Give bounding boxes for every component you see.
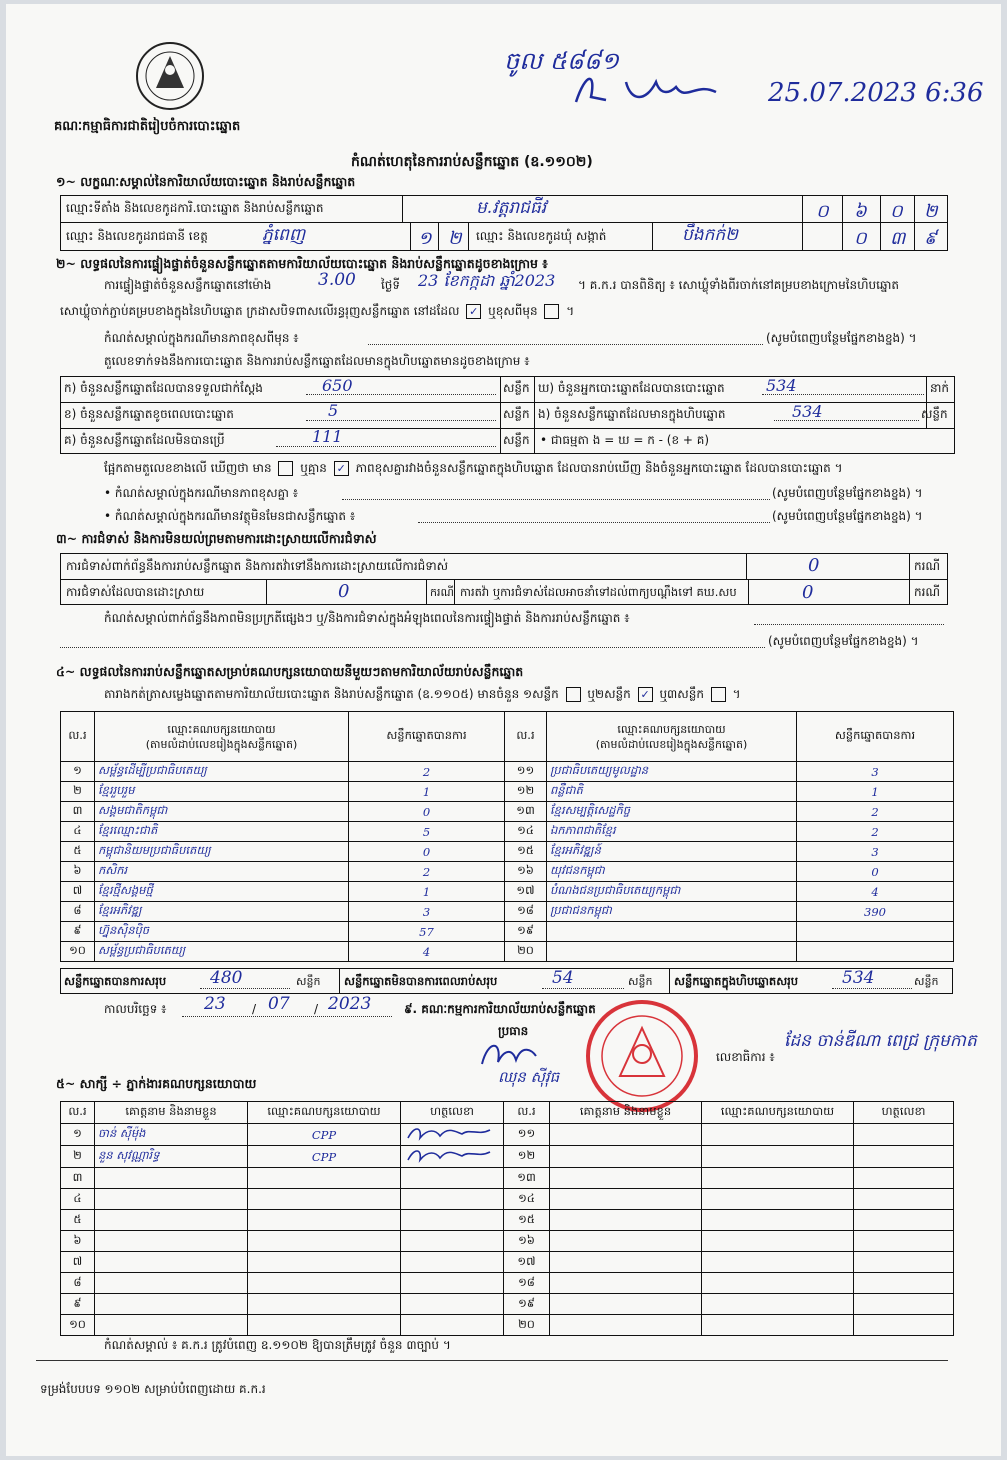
- table-row: [61, 842, 954, 862]
- date-year: 2023: [328, 994, 372, 1014]
- witness-name: [550, 1210, 702, 1231]
- witness-row: [61, 1252, 954, 1273]
- party-name: ខ្មែរអភិវឌ្ឍន៍: [547, 842, 797, 862]
- party-name: បំណងជនប្រជាធិបតេយ្យកម្ពុជា: [547, 882, 797, 902]
- witness-name: [95, 1252, 248, 1273]
- w-col-name-right: គោត្តនាម និងនាមខ្លួន: [550, 1102, 702, 1124]
- row-no: ៦: [61, 862, 95, 882]
- vote-count: 1: [349, 782, 505, 802]
- total-invalid-unit: សន្លឹក: [628, 975, 653, 988]
- witness-party: [248, 1273, 401, 1294]
- col-votes-left: សន្លឹកឆ្នោតបានការ: [349, 712, 505, 762]
- location-code-1: ០: [816, 201, 829, 222]
- total-box-value: 534: [842, 968, 875, 988]
- fig-e-label: ង) ចំនួនសន្លឹកឆ្នោតដែលមានក្នុងហិបឆ្នោត: [538, 407, 726, 421]
- row-no: ១៣: [505, 802, 547, 822]
- check-line2-end: ។: [566, 304, 575, 318]
- witness-row: [61, 1294, 954, 1315]
- location-code-2: ៦: [854, 201, 867, 222]
- witness-signature: [854, 1273, 954, 1294]
- witness-signature: [854, 1315, 954, 1336]
- row-no: ១៩: [504, 1294, 550, 1315]
- witness-party: [702, 1168, 854, 1189]
- row-no: ៣: [61, 1168, 95, 1189]
- official-seal-icon: [584, 998, 700, 1114]
- figures-intro: តួលេខទាក់ទងនឹងការបោះឆ្នោត និងការរាប់សន្លឹកឆ្នោតដែលមានក្នុងហិបឆ្នោតមានដូចខាងក្រោម ៖: [104, 354, 530, 368]
- col-votes-right: សន្លឹកឆ្នោតបានការ: [797, 712, 954, 762]
- check-line2-b: ឬខុសពីមុន: [488, 304, 538, 318]
- resolved-value: 0: [338, 581, 350, 602]
- party-name: ខ្មែររួបរួម: [95, 782, 349, 802]
- party-name: សម្ព័ន្ធប្រជាធិបតេយ្យ: [95, 942, 349, 962]
- row-no: ១៨: [505, 902, 547, 922]
- commune-label: ឈ្មោះ និងលេខកូដឃុំ សង្កាត់: [476, 229, 607, 243]
- witness-party: [702, 1315, 854, 1336]
- row-no: ៧: [61, 1252, 95, 1273]
- resolved-unit: ករណី: [430, 586, 454, 599]
- witness-signature: [401, 1124, 504, 1146]
- witness-row: [61, 1189, 954, 1210]
- complaint-unit: ករណី: [914, 585, 941, 599]
- row-no: ១៩: [505, 922, 547, 942]
- check-line2: សោឃ្លុំចាក់ភ្ជាប់គម្របខាងក្នុងនៃហិបឆ្នោត ក្រដាសបិទពាសលើរន្ធរុញសន្លឹកឆ្នោត នៅដដែល: [60, 304, 460, 318]
- row-no: ៨: [61, 1273, 95, 1294]
- row-no: ៤: [61, 822, 95, 842]
- fig-e-value: 534: [792, 402, 823, 421]
- w-col-no-right: ល.រ: [504, 1102, 550, 1124]
- fig-d-unit: នាក់: [930, 381, 950, 395]
- objection-label: ការជំទាស់ពាក់ព័ន្ធនឹងការរាប់សន្លឹកឆ្នោត និងការតវ៉ាទៅនឹងការដោះស្រាយលើការជំទាស់: [66, 559, 449, 573]
- witness-signature: [401, 1210, 504, 1231]
- row-no: ១២: [505, 782, 547, 802]
- witness-party: [248, 1252, 401, 1273]
- party-name: កម្ពុជានិយមប្រជាធិបតេយ្យ: [95, 842, 349, 862]
- fig-b-value: 5: [328, 401, 339, 420]
- fig-c-value: 111: [312, 427, 343, 446]
- witness-row: [61, 1146, 954, 1168]
- tally-line-c: ឬ៣សន្លឹក: [659, 687, 704, 701]
- witness-party: [702, 1124, 854, 1146]
- diff-line-c: ភាពខុសគ្នារវាងចំនួនសន្លឹកឆ្នោតក្នុងហិបឆ្នោត ដែលបានរាប់ឃើញ និងចំនួនអ្នកបោះឆ្នោត ដែលបានបោះឆ្នោត ។: [355, 461, 843, 475]
- party-name: ខ្មែរថ្មីសង្គមថ្មី: [95, 882, 349, 902]
- handwritten-note: ចូល ៥៨៨១: [504, 47, 619, 75]
- two-sheet-checkbox[interactable]: ✓: [638, 687, 653, 702]
- date-month: 07: [268, 994, 290, 1014]
- witness-signature: [854, 1294, 954, 1315]
- total-valid-unit: សន្លឹក: [296, 975, 321, 988]
- witness-name: [95, 1315, 248, 1336]
- fill-more-3: (សូមបំពេញបន្ថែមផ្នែកខាងខ្នង) ។: [772, 509, 923, 523]
- vote-count: 2: [797, 822, 954, 842]
- witness-signature: [401, 1252, 504, 1273]
- vote-count: 57: [349, 922, 505, 942]
- vote-count: 4: [797, 882, 954, 902]
- witness-row: [61, 1168, 954, 1189]
- witness-signature: [401, 1189, 504, 1210]
- row-no: ៩: [61, 1294, 95, 1315]
- witness-signature: [854, 1189, 954, 1210]
- witness-name: [550, 1124, 702, 1146]
- witness-name: [550, 1315, 702, 1336]
- commune-code-3: ៩: [924, 228, 937, 249]
- witness-name: [95, 1273, 248, 1294]
- fig-a-label: ក) ចំនួនសន្លឹកឆ្នោតដែលបានទទួលជាក់ស្តែង: [64, 381, 263, 395]
- handwritten-signature-top: [566, 62, 726, 112]
- tally-line-end: ។: [732, 687, 741, 701]
- table-row: [61, 862, 954, 882]
- fig-b-unit: សន្លឹក: [503, 407, 530, 421]
- total-valid-label: សន្លឹកឆ្នោតបានការសរុប: [64, 974, 167, 988]
- row-no: ១: [61, 762, 95, 782]
- three-sheet-checkbox[interactable]: [711, 687, 726, 702]
- col-party-right: ឈ្មោះគណបក្សនយោបាយ (តាមលំដាប់លេខរៀងក្នុងសន្លឹកឆ្នោត): [547, 712, 797, 762]
- row-no: ៥: [61, 1210, 95, 1231]
- witness-name: ចាន់ ស៊ីម៉ុង: [95, 1124, 248, 1146]
- handwritten-datetime: 25.07.2023 6:36: [768, 78, 984, 108]
- check-time: 3.00: [318, 270, 356, 290]
- row-no: ១២: [504, 1146, 550, 1168]
- row-no: ១៥: [505, 842, 547, 862]
- row-no: ៩: [61, 922, 95, 942]
- witness-name: [95, 1210, 248, 1231]
- party-name: ប្រជាធិបតេយ្យមូលដ្ឋាន: [547, 762, 797, 782]
- party-name: ខ្មែរអភិវឌ្ឍ: [95, 902, 349, 922]
- changed-checkbox[interactable]: [544, 304, 559, 319]
- party-name: [547, 942, 797, 962]
- fill-more-4: (សូមបំពេញបន្ថែមផ្នែកខាងខ្នង) ។: [768, 634, 919, 648]
- witness-party: [702, 1146, 854, 1168]
- witness-party: [702, 1210, 854, 1231]
- witness-signature: [401, 1315, 504, 1336]
- witness-name: [550, 1231, 702, 1252]
- total-box-unit: សន្លឹក: [914, 975, 939, 988]
- form-sheet: គណៈកម្មាធិការជាតិរៀបចំការបោះឆ្នោត ចូល ៥៨៨១ 25.07.2023 6:36 កំណត់ហេតុនៃការរាប់សន្លឹកឆ្នោត (ឧ.១១០២) ១~ លក្ខណៈសម្គាល់នៃការិយាល័យបោះឆ្នោត និងរាប់សន្លឹកឆ្នោត ឈ្មោះទីតាំង និងលេខកូដការិ.បោះឆ្នោត និងរាប់សន្លឹកឆ្នោត ម.វត្តរាជធីវ ឈ្មោះ និងលេខកូដរាជធានី ខេត្ត ភ្នំពេញ ១ ២ ឈ្មោះ និងលេខកូដឃុំ សង្កាត់ បឹងកក់២ ០ ៦ ០ ២ ០ ៣ ៩ ២~ លទ្ធផលនៃការផ្ទៀងផ្ទាត់ចំនួនសន្លឹកឆ្នោតតាមការិយាល័យបោះឆ្នោត និងរាប់សន្លឹកឆ្នោតដូចខាងក្រោម ៖ ការផ្ទៀងផ្ទាត់ចំនួនសន្លឹកឆ្នោតនៅម៉ោង 3.00 ថ្ងៃទី 23 ខែកក្កដា ឆ្នាំ2023 ។ គ.ក.រ បានពិនិត្យ ៖ សោឃ្លុំទាំងពីរចាក់នៅគម្របខាងក្រោមនៃហិបឆ្នោត សោឃ្លុំចាក់ភ្ជាប់គម្របខាងក្នុងនៃហិបឆ្នោត ក្រដាសបិទពាសលើរន្ធរុញសន្លឹកឆ្នោត នៅដដែល ✓ ឬខុសពីមុន ។ កំណត់សម្គាល់ក្នុងករណីមានភាពខុសពីមុន ៖ (សូមបំពេញបន្ថែមផ្នែកខាងខ្នង) ។ តួលេខទាក់ទងនឹងការបោះឆ្នោត និងការរាប់សន្លឹកឆ្នោតដែលមានក្នុងហិបឆ្នោតមានដូចខាងក្រោម ៖ ក) ចំនួនសន្លឹកឆ្នោតដែលបានទទួលជាក់ស្តែង 650 សន្លឹក ឃ) ចំនួនអ្នកបោះឆ្នោតដែលបានបោះឆ្នោត 534 នាក់ ខ) ចំនួនសន្លឹកឆ្នោតខូចពេលបោះឆ្នោត 5 សន្លឹក ង) ចំនួនសន្លឹកឆ្នោតដែលមានក្នុងហិបឆ្នោត 534 សន្លឹក គ) ចំនួនសន្លឹកឆ្នោតដែលមិនបានប្រើ 111 សន្លឹក • ជាធម្មតា ង = ឃ = ក - (ខ + គ) ផ្អែកតាមតួលេខខាងលើ ឃើញថា មាន ឬគ្មាន ✓ ភាពខុសគ្នារវាងចំនួនសន្លឹកឆ្នោតក្នុងហិបឆ្នោត ដែលបានរាប់ឃើញ និងចំនួនអ្នកបោះឆ្នោត ដែលបានបោះឆ្នោត ។ • កំណត់សម្គាល់ក្នុងករណីមានភាពខុសគ្នា ៖ (សូមបំពេញបន្ថែមផ្នែកខាងខ្នង) ។ • កំណត់សម្គាល់ក្នុងករណីមានវត្ថុមិនមែនជាសន្លឹកឆ្នោត ៖ (សូមបំពេញបន្ថែមផ្នែកខាងខ្នង) ។ ៣~ ការជំទាស់ និងការមិនយល់ព្រមតាមការដោះស្រាយលើការជំទាស់ ការជំទាស់ពាក់ព័ន្ធនឹងការរាប់សន្លឹកឆ្នោត និងការតវ៉ាទៅនឹងការដោះស្រាយលើការជំទាស់ 0 ករណី ការជំទាស់ដែលបានដោះស្រាយ 0 ករណី ការតវ៉ា ឬការជំទាស់ដែលអាចនាំទៅដល់ពាក្យបណ្តឹងទៅ គឃ.សប 0 ករណី កំណត់សម្គាល់ពាក់ព័ន្ធនឹងភាពមិនប្រក្រតីផ្សេងៗ ឬ/និងការជំទាស់ក្នុងអំឡុងពេលនៃការផ្ទៀងផ្ទាត់ និងការរាប់សន្លឹកឆ្នោត ៖ (សូមបំពេញបន្ថែមផ្នែកខាងខ្នង) ។ ៤~ លទ្ធផលនៃការរាប់សន្លឹកឆ្នោតសម្រាប់គណបក្សនយោបាយនីមួយៗតាមការិយាល័យរាប់សន្លឹកឆ្នោត តារាងកត់ត្រាសម្លេងឆ្នោតតាមការិយាល័យបោះឆ្នោត និងរាប់សន្លឹកឆ្នោត (ឧ.១១០៥) មានចំនួន ១សន្លឹក ឬ២សន្លឹក ✓ ឬ៣សន្លឹក ។ ល.រ ឈ្មោះគណបក្សនយោបាយ (តាមលំដាប់លេខរៀងក្នុងសន្លឹកឆ្នោត) សន្លឹកឆ្នោតបានការ ល.រ ឈ្មោះគណបក្សនយោបាយ (តាមលំដាប់លេខរៀងក្នុងសន្លឹកឆ្នោត) សន្លឹកឆ្នោតបានការ ១ សម្ព័ន្ធដើម្បីប្រជាធិបតេយ្យ 2 ១១ ប្រជាធិបតេយ្យមូលដ្ឋាន 3 ២ ខ្មែររួបរួម 1 ១២ ពន្លឺជាតិ 1 ៣ សង្គមជាតិកម្ពុជា 0 ១៣ ខ្មែរសម្បត្តិសេដ្ឋកិច្ច 2 ៤ ខ្មែរឈ្មោះជាតិ 5 ១៤ ឯកភាពជាតិខ្មែរ 2 ៥ កម្ពុជានិយមប្រជាធិបតេយ្យ 0 ១៥ ខ្មែរអភិវឌ្ឍន៍ 3 ៦ កសិករ 2 ១៦ យុវជនកម្ពុជា 0 ៧ ខ្មែរថ្មីសង្គមថ្មី 1 ១៧ បំណងជនប្រជាធិបតេយ្យកម្ពុជា 4 ៨ ខ្មែរអភិវឌ្ឍ 3 ១៨ ប្រជាជនកម្ពុជា 390 ៩ ហ្វ៊ុនស៊ិនប៉ិច 57 ១៩ ១០ សម្ព័ន្ធប្រជាធិបតេយ្យ 4 ២០ សន្លឹកឆ្នោតបានការសរុប 480 សន្លឹក សន្លឹកឆ្នោតមិនបានការពេលរាប់សរុប 54 សន្លឹក សន្លឹកឆ្នោតក្នុងហិបឆ្នោតសរុប 534 សន្លឹក កាលបរិច្ឆេទ ៖ 23 / 07 / 2023 ៩. គណៈកម្មការការិយាល័យរាប់សន្លឹកឆ្នោត ប្រធាន ឈុន ស៊ីវុធ លេខាធិការ ៖ ដែន ចាន់ឌីណា ពេជ្រ ក្រុមកាត ៥~ សាក្សី ÷ ភ្នាក់ងារគណបក្សនយោបាយ ល.រ គោត្តនាម និងនាមខ្លួន ឈ្មោះគណបក្សនយោបាយ ហត្ថលេខា ល.រ គោត្តនាម និងនាមខ្លួន ឈ្មោះគណបក្សនយោបាយ ហត្ថលេខា ១ ចាន់ ស៊ីម៉ុង CPP ១១ ២ នួន សុវណ្ណារិទ្ធ CPP ១២ ៣ ១៣ ៤ ១៤ ៥ ១៥ ៦ ១៦ ៧ ១៧ ៨ ១៨ ៩ ១៩ ១០ ២០ កំណត់សម្គាល់ ៖ គ.ក.រ ត្រូវបំពេញ ឧ.១១០២ ឱ្យបានត្រឹមត្រូវ ចំនួន ៣ច្បាប់ ។ ទម្រង់បែបបទ ១១០២ សម្រាប់បំពេញដោយ គ.ក.រ: [6, 4, 1001, 1456]
- vote-count: 390: [797, 902, 954, 922]
- note-changed-label: កំណត់សម្គាល់ក្នុងករណីមានភាពខុសពីមុន ៖: [104, 331, 299, 345]
- w-col-sig-left: ហត្ថលេខា: [401, 1102, 504, 1124]
- witness-party: [702, 1189, 854, 1210]
- witness-name: [550, 1294, 702, 1315]
- witness-name: [550, 1252, 702, 1273]
- note-changed-line[interactable]: [368, 344, 763, 345]
- vote-count: 1: [797, 782, 954, 802]
- note-diff-line[interactable]: [342, 499, 770, 500]
- witness-party: [702, 1231, 854, 1252]
- witness-name: [550, 1273, 702, 1294]
- witness-party: CPP: [248, 1124, 401, 1146]
- row-no: ១៨: [504, 1273, 550, 1294]
- fill-more-2: (សូមបំពេញបន្ថែមផ្នែកខាងខ្នង) ។: [772, 486, 923, 500]
- w-col-name-left: គោត្តនាម និងនាមខ្លួន: [95, 1102, 248, 1124]
- nec-emblem-icon: [134, 40, 206, 112]
- totals-row: [60, 968, 953, 994]
- table-row: [61, 942, 954, 962]
- witness-signature: [854, 1168, 954, 1189]
- footer-note: កំណត់សម្គាល់ ៖ គ.ក.រ ត្រូវបំពេញ ឧ.១១០២ ឱ្យបានត្រឹមត្រូវ ចំនួន ៣ច្បាប់ ។: [104, 1338, 451, 1352]
- location-code-3: ០: [890, 201, 903, 222]
- total-invalid-label: សន្លឹកឆ្នោតមិនបានការពេលរាប់សរុប: [344, 974, 498, 988]
- diff-line-a: ផ្អែកតាមតួលេខខាងលើ ឃើញថា មាន: [104, 461, 272, 475]
- resolved-label: ការជំទាស់ដែលបានដោះស្រាយ: [66, 585, 205, 599]
- table-row: [61, 922, 954, 942]
- party-name: [547, 922, 797, 942]
- chair-name: ឈុន ស៊ីវុធ: [498, 1068, 560, 1086]
- witness-party: [248, 1189, 401, 1210]
- row-no: ១៦: [504, 1231, 550, 1252]
- total-invalid-value: 54: [552, 968, 574, 988]
- row-no: ១៧: [504, 1252, 550, 1273]
- secretary-name: ដែន ចាន់ឌីណា ពេជ្រ ក្រុមកាត: [784, 1031, 977, 1051]
- party-name: ប្រជាជនកម្ពុជា: [547, 902, 797, 922]
- witness-row: [61, 1124, 954, 1146]
- row-no: ១៣: [504, 1168, 550, 1189]
- witness-name: [95, 1168, 248, 1189]
- party-name: សង្គមជាតិកម្ពុជា: [95, 802, 349, 822]
- commune-code-2: ៣: [890, 228, 906, 249]
- fig-d-label: ឃ) ចំនួនអ្នកបោះឆ្នោតដែលបានបោះឆ្នោត: [538, 381, 725, 395]
- province-value: ភ្នំពេញ: [262, 225, 306, 245]
- check-line1-c: ។ គ.ក.រ បានពិនិត្យ ៖ សោឃ្លុំទាំងពីរចាក់នៅគម្របខាងក្រោមនៃហិបឆ្នោត: [578, 278, 900, 292]
- note-nonballot-label: • កំណត់សម្គាល់ក្នុងករណីមានវត្ថុមិនមែនជាសន្លឹកឆ្នោត ៖: [104, 509, 356, 523]
- vote-count: 2: [349, 862, 505, 882]
- row-no: ២: [61, 782, 95, 802]
- row-no: ២: [61, 1146, 95, 1168]
- section4-heading: ៤~ លទ្ធផលនៃការរាប់សន្លឹកឆ្នោតសម្រាប់គណបក្សនយោបាយនីមួយៗតាមការិយាល័យរាប់សន្លឹកឆ្នោត: [56, 664, 524, 679]
- irregularity-note: កំណត់សម្គាល់ពាក់ព័ន្ធនឹងភាពមិនប្រក្រតីផ្សេងៗ ឬ/និងការជំទាស់ក្នុងអំឡុងពេលនៃការផ្ទៀងផ្ទាត់ និងការរាប់សន្លឹកឆ្នោត ៖: [104, 611, 630, 625]
- vote-count: 3: [797, 762, 954, 782]
- results-table: [60, 711, 954, 962]
- total-valid-value: 480: [210, 968, 243, 988]
- witness-party: [702, 1294, 854, 1315]
- date-day: 23: [204, 994, 226, 1014]
- witness-signature: [854, 1210, 954, 1231]
- witness-signature: [854, 1231, 954, 1252]
- commune-code-1: ០: [854, 228, 867, 249]
- party-name: ពន្លឺជាតិ: [547, 782, 797, 802]
- party-name: សម្ព័ន្ធដើម្បីប្រជាធិបតេយ្យ: [95, 762, 349, 782]
- vote-count: 0: [349, 842, 505, 862]
- witness-signature: [854, 1124, 954, 1146]
- row-no: ១៧: [505, 882, 547, 902]
- row-no: ១: [61, 1124, 95, 1146]
- objection-unit: ករណី: [914, 559, 941, 573]
- fig-c-unit: សន្លឹក: [503, 433, 530, 447]
- row-no: ១៤: [505, 822, 547, 842]
- section5-heading: ៥~ សាក្សី ÷ ភ្នាក់ងារគណបក្សនយោបាយ: [56, 1076, 257, 1091]
- witness-name: [550, 1146, 702, 1168]
- table-row: [61, 762, 954, 782]
- witness-party: [248, 1231, 401, 1252]
- row-no: ១០: [61, 1315, 95, 1336]
- org-name: គណៈកម្មាធិការជាតិរៀបចំការបោះឆ្នោត: [54, 119, 241, 134]
- w-col-party-left: ឈ្មោះគណបក្សនយោបាយ: [248, 1102, 401, 1124]
- chair-label: ប្រធាន: [498, 1024, 529, 1038]
- objection-value: 0: [808, 555, 820, 576]
- witness-row: [61, 1315, 954, 1336]
- fig-e-unit: សន្លឹក: [921, 407, 948, 421]
- vote-count: [797, 942, 954, 962]
- w-col-no-left: ល.រ: [61, 1102, 95, 1124]
- table-row: [61, 822, 954, 842]
- witness-signature: [401, 1146, 504, 1168]
- vote-count: 2: [349, 762, 505, 782]
- party-name: ឯកភាពជាតិខ្មែរ: [547, 822, 797, 842]
- location-value: ម.វត្តរាជធីវ: [476, 198, 547, 218]
- witness-party: CPP: [248, 1146, 401, 1168]
- witness-party: [248, 1168, 401, 1189]
- check-date: 23 ខែកក្កដា ឆ្នាំ2023: [418, 271, 556, 290]
- section1-heading: ១~ លក្ខណៈសម្គាល់នៃការិយាល័យបោះឆ្នោត និងរាប់សន្លឹកឆ្នោត: [56, 174, 356, 189]
- witness-party: [702, 1252, 854, 1273]
- fig-d-value: 534: [766, 376, 797, 395]
- party-name: កសិករ: [95, 862, 349, 882]
- tally-line-b: ឬ២សន្លឹក: [587, 687, 631, 701]
- vote-count: 3: [797, 842, 954, 862]
- row-no: ១៦: [505, 862, 547, 882]
- province-code-2: ២: [448, 228, 462, 249]
- party-name: យុវជនកម្ពុជា: [547, 862, 797, 882]
- witness-name: [550, 1189, 702, 1210]
- table-row: [61, 802, 954, 822]
- date-label: កាលបរិច្ឆេទ ៖: [104, 1002, 167, 1016]
- province-code-1: ១: [418, 228, 432, 249]
- witness-signature: [401, 1231, 504, 1252]
- row-no: ៨: [61, 902, 95, 922]
- location-label: ឈ្មោះទីតាំង និងលេខកូដការិ.បោះឆ្នោត និងរាប់សន្លឹកឆ្នោត: [66, 201, 324, 215]
- row-no: ១១: [504, 1124, 550, 1146]
- intact-checkbox[interactable]: ✓: [466, 304, 481, 319]
- row-no: ៣: [61, 802, 95, 822]
- row-no: ១១: [505, 762, 547, 782]
- table-row: [61, 882, 954, 902]
- row-no: ៦: [61, 1231, 95, 1252]
- fig-c-label: គ) ចំនួនសន្លឹកឆ្នោតដែលមិនបានប្រើ: [64, 433, 225, 447]
- witness-row: [61, 1210, 954, 1231]
- table-row: [61, 902, 954, 922]
- signature-scribble-icon: [404, 1124, 494, 1142]
- diff-yes-checkbox[interactable]: [278, 461, 293, 476]
- one-sheet-checkbox[interactable]: [566, 687, 581, 702]
- footer-form-label: ទម្រង់បែបបទ ១១០២ សម្រាប់បំពេញដោយ គ.ក.រ: [40, 1382, 266, 1396]
- w-col-sig-right: ហត្ថលេខា: [854, 1102, 954, 1124]
- vote-count: 0: [349, 802, 505, 822]
- total-box-label: សន្លឹកឆ្នោតក្នុងហិបឆ្នោតសរុប: [674, 974, 799, 988]
- secretary-label: លេខាធិការ ៖: [716, 1050, 775, 1064]
- vote-count: 2: [797, 802, 954, 822]
- col-no-right: ល.រ: [505, 712, 547, 762]
- province-label: ឈ្មោះ និងលេខកូដរាជធានី ខេត្ត: [66, 229, 208, 243]
- section2-heading: ២~ លទ្ធផលនៃការផ្ទៀងផ្ទាត់ចំនួនសន្លឹកឆ្នោតតាមការិយាល័យបោះឆ្នោត និងរាប់សន្លឹកឆ្នោតដូចខាងក្រោម ៖: [56, 256, 548, 271]
- witness-row: [61, 1231, 954, 1252]
- witness-party: [248, 1294, 401, 1315]
- party-name: ខ្មែរសម្បត្តិសេដ្ឋកិច្ច: [547, 802, 797, 822]
- vote-count: 0: [797, 862, 954, 882]
- signature-scribble-icon: [404, 1146, 494, 1164]
- location-code-4: ២: [924, 201, 938, 222]
- complaint-label: ការតវ៉ា ឬការជំទាស់ដែលអាចនាំទៅដល់ពាក្យបណ្តឹងទៅ គឃ.សប: [460, 585, 737, 599]
- check-line1-a: ការផ្ទៀងផ្ទាត់ចំនួនសន្លឹកឆ្នោតនៅម៉ោង: [104, 278, 272, 292]
- vote-count: 1: [349, 882, 505, 902]
- witness-name: នួន សុវណ្ណារិទ្ធ: [95, 1146, 248, 1168]
- witness-table: [60, 1101, 954, 1336]
- witness-signature: [401, 1168, 504, 1189]
- witness-name: [95, 1189, 248, 1210]
- table-row: [61, 782, 954, 802]
- vote-count: 4: [349, 942, 505, 962]
- irregularity-line-1[interactable]: [754, 624, 944, 625]
- row-no: ៧: [61, 882, 95, 902]
- party-name: ខ្មែរឈ្មោះជាតិ: [95, 822, 349, 842]
- check-line1-b: ថ្ងៃទី: [381, 278, 401, 292]
- form-title: កំណត់ហេតុនៃការរាប់សន្លឹកឆ្នោត (ឧ.១១០២): [351, 154, 593, 170]
- witness-signature: [401, 1273, 504, 1294]
- witness-name: [95, 1294, 248, 1315]
- diff-no-checkbox[interactable]: ✓: [334, 461, 349, 476]
- formula: • ជាធម្មតា ង = ឃ = ក - (ខ + គ): [540, 433, 710, 447]
- witness-name: [550, 1168, 702, 1189]
- vote-count: 5: [349, 822, 505, 842]
- complaint-value: 0: [802, 582, 814, 603]
- vote-count: [797, 922, 954, 942]
- witness-signature: [854, 1146, 954, 1168]
- fig-a-value: 650: [322, 376, 353, 395]
- witness-row: [61, 1273, 954, 1294]
- witness-signature: [854, 1252, 954, 1273]
- section3-heading: ៣~ ការជំទាស់ និងការមិនយល់ព្រមតាមការដោះស្រាយលើការជំទាស់: [56, 531, 377, 546]
- fig-b-label: ខ) ចំនួនសន្លឹកឆ្នោតខូចពេលបោះឆ្នោត: [64, 407, 234, 421]
- fig-a-unit: សន្លឹក: [503, 381, 530, 395]
- committee-label: ៩. គណៈកម្មការការិយាល័យរាប់សន្លឹកឆ្នោត: [404, 1002, 596, 1016]
- row-no: ៤: [61, 1189, 95, 1210]
- w-col-party-right: ឈ្មោះគណបក្សនយោបាយ: [702, 1102, 854, 1124]
- row-no: ៥: [61, 842, 95, 862]
- row-no: ១៥: [504, 1210, 550, 1231]
- row-no: ១៤: [504, 1189, 550, 1210]
- diff-line-b: ឬគ្មាន: [300, 461, 327, 475]
- tally-line-a: តារាងកត់ត្រាសម្លេងឆ្នោតតាមការិយាល័យបោះឆ្នោត និងរាប់សន្លឹកឆ្នោត (ឧ.១១០៥) មានចំនួន ១សន្លឹក: [104, 687, 559, 701]
- witness-signature: [401, 1294, 504, 1315]
- witness-party: [248, 1210, 401, 1231]
- row-no: ១០: [61, 942, 95, 962]
- commune-value: បឹងកក់២: [682, 225, 739, 245]
- note-diff-label: • កំណត់សម្គាល់ក្នុងករណីមានភាពខុសគ្នា ៖: [104, 486, 299, 500]
- col-party-left: ឈ្មោះគណបក្សនយោបាយ (តាមលំដាប់លេខរៀងក្នុងសន្លឹកឆ្នោត): [95, 712, 349, 762]
- fill-more-1: (សូមបំពេញបន្ថែមផ្នែកខាងខ្នង) ។: [766, 331, 917, 345]
- row-no: ២០: [504, 1315, 550, 1336]
- vote-count: 3: [349, 902, 505, 922]
- row-no: ២០: [505, 942, 547, 962]
- note-nonballot-line[interactable]: [418, 522, 770, 523]
- irregularity-line-2[interactable]: [60, 647, 765, 648]
- witness-name: [95, 1231, 248, 1252]
- witness-party: [248, 1315, 401, 1336]
- col-no-left: ល.រ: [61, 712, 95, 762]
- witness-party: [702, 1273, 854, 1294]
- party-name: ហ្វ៊ុនស៊ិនប៉ិច: [95, 922, 349, 942]
